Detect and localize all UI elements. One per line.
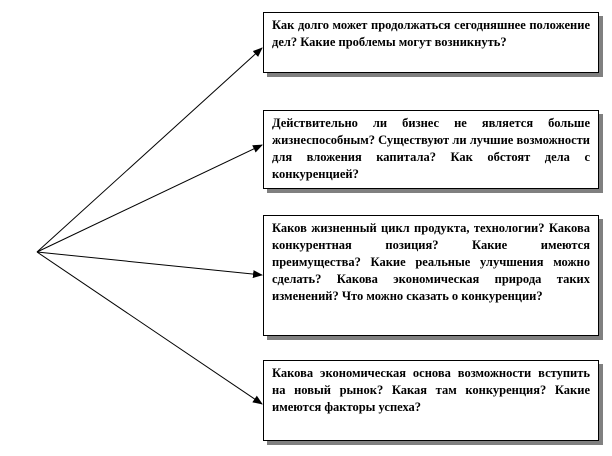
question-box-1: Как долго может продолжаться сегодняшнее положение дел? Какие проблемы могут возникнуть? <box>263 12 599 73</box>
question-box-2: Действительно ли бизнес не является больше жизнеспособным? Существуют ли лучшие возможности для вложения капитала? Как обстоят дела с конкуренцией? <box>263 110 599 189</box>
arrow-to-box-2 <box>37 145 262 252</box>
arrow-to-box-3 <box>37 252 262 275</box>
question-box-4: Какова экономическая основа возможности вступить на новый рынок? Какая там конкуренция? Какие имеются факторы успеха? <box>263 360 599 441</box>
arrow-to-box-1 <box>37 48 262 252</box>
arrow-to-box-4 <box>37 252 262 404</box>
question-box-3: Каков жизненный цикл продукта, технологии? Какова конкурентная позиция? Какие имеются преимущества? Какие реальные улучшения можно сделать? Какова экономическая природа таких изменений? Что можно сказать о конкуренции? <box>263 215 599 336</box>
